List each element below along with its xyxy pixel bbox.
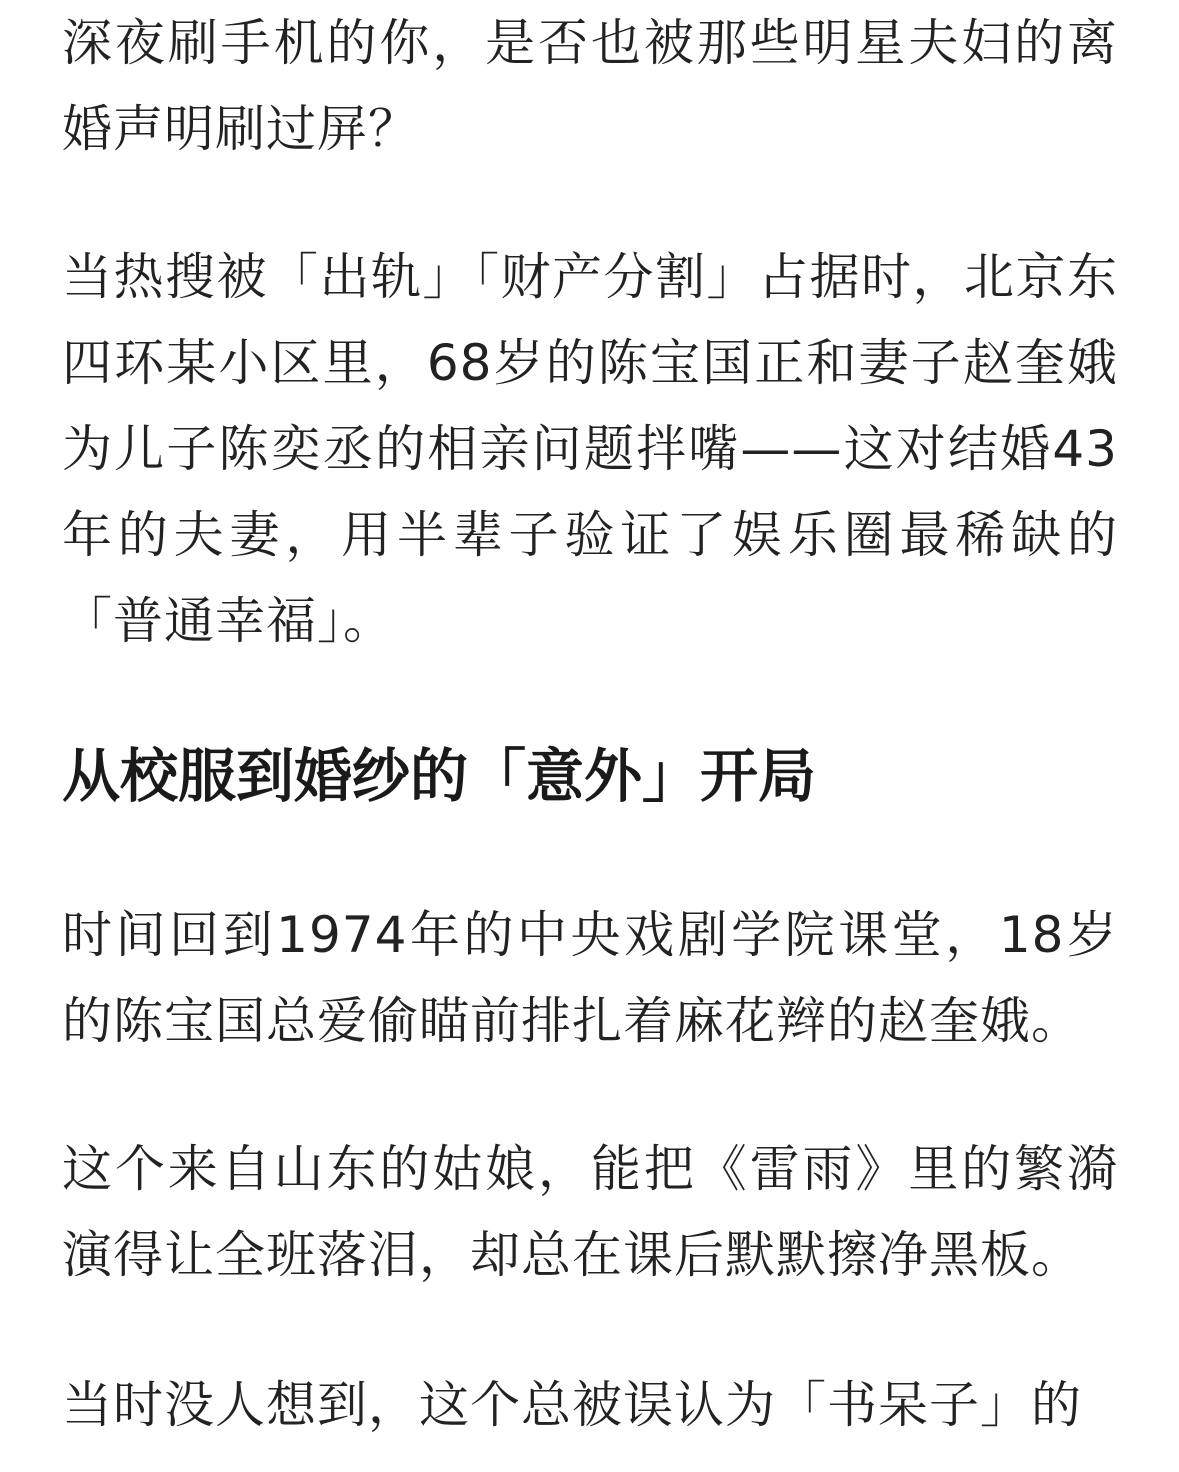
paragraph-bookworm: 当时没人想到，这个总被误认为「书呆子」的 <box>62 1376 1082 1434</box>
section-heading: 从校服到婚纱的「意外」开局 <box>62 742 817 810</box>
paragraph-1974: 时间回到1974年的中央戏剧学院课堂，18岁的陈宝国总爱偷瞄前排扎着麻花辫的赵奎娥。 <box>62 906 1118 1050</box>
paragraph-hot-search: 当热搜被「出轨」「财产分割」占据时，北京东四环某小区里，68岁的陈宝国正和妻子赵奎娥为儿子陈奕丞的相亲问题拌嘴——这对结婚43年的夫妻，用半辈子验证了娱乐圈最稀缺的「普通幸福」。 <box>62 248 1118 650</box>
paragraph-intro: 深夜刷手机的你，是否也被那些明星夫妇的离婚声明刷过屏？ <box>62 14 1118 158</box>
paragraph-shandong-girl: 这个来自山东的姑娘，能把《雷雨》里的繁漪演得让全班落泪，却总在课后默默擦净黑板。 <box>62 1140 1118 1284</box>
